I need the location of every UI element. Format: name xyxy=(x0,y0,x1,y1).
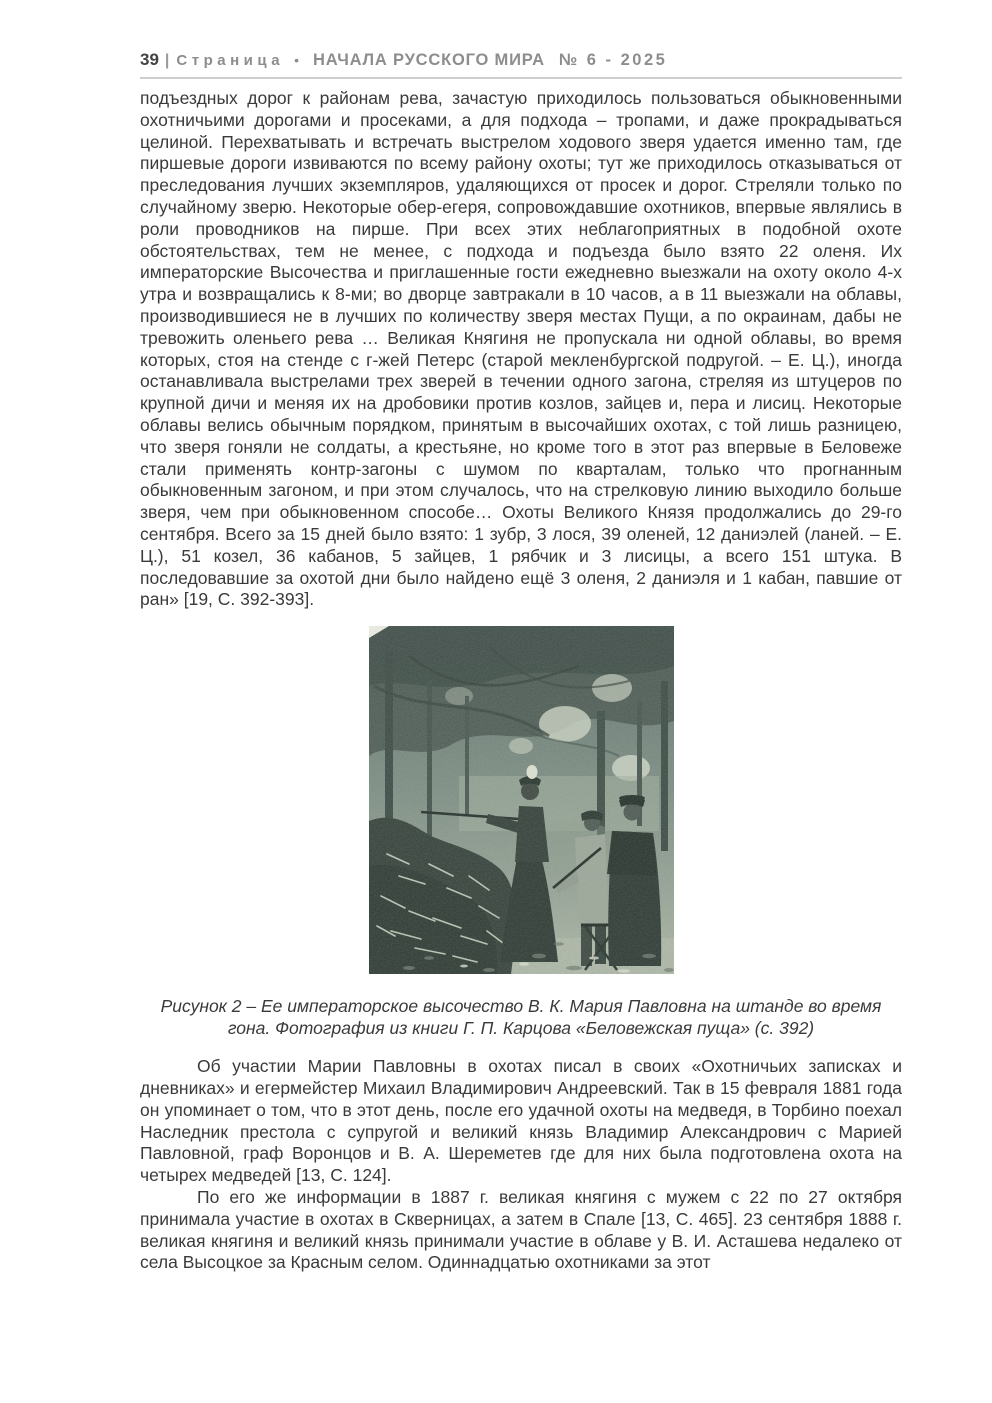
paragraph-andreevsky: Об участии Марии Павловны в охотах писал в своих «Охотничьих записках и дневниках» и егермейстер Михаил Владимирович Андреевский. Так в 15 февраля 1881 года он упоминает о том, что в этот день, после его удачной охоты на медведя, в Торбино поехал Наследник престола с супругой и великий князь Владимир Александрович с Марией Павловной, граф Воронцов и В. А. Шереметев где для них была подготовлена охота на четырех медведей [13, С. 124]. xyxy=(140,1056,902,1186)
figure-2 xyxy=(140,626,902,1039)
journal-issue: № 6 - 2025 xyxy=(558,51,668,69)
page-number: 39 xyxy=(140,50,159,69)
header-rule xyxy=(140,77,902,79)
article-body xyxy=(140,88,902,1274)
hunting-photo xyxy=(369,626,674,974)
header-bullet: • xyxy=(294,52,300,68)
journal-title: НАЧАЛА РУССКОГО МИРА xyxy=(313,51,545,69)
page-header xyxy=(140,50,902,70)
header-separator: | xyxy=(164,52,170,69)
paragraph-quote-continuation: подъездных дорог к районам рева, зачастую приходилось пользоваться обыкновенными охотничьими дорогами и просеками, а для подхода – тропами, и даже прокрадываться целиной. Перехватывать и встречать выстрелом ходового зверя удается именно там, где пиршевые дороги извиваются по всему району охоты; тут же приходилось отказываться от преследования лучших экземпляров, удаляющихся от просек и дорог. Стреляли только по случайному зверю. Некоторые обер-егеря, сопровождавшие охотников, впервые являлись в роли проводников на пирше. При всех этих неблагоприятных в подобной охоте обстоятельствах, тем не менее, с подхода и подъезда было взято 22 оленя. Их императорские Высочества и приглашенные гости ежедневно выезжали на охоту около 4-х утра и возвращались к 8-ми; во дворце завтракали в 10 часов, а в 11 выезжали на облавы, производившиеся не в лучших по количеству зверя местах Пущи, а по окраинам, дабы не тревожить оленьего рева … Великая Княгиня не пропускала ни одной облавы, во время которых, стоя на стенде с г-жей Петерс (старой мекленбургской подругой. – Е. Ц.), иногда останавливала выстрелами трех зверей в течении одного загона, стреляя из штуцеров по крупной дичи и меняя их на дробовики против козлов, зайцев и, пера и лисиц. Некоторые облавы велись обычным порядком, принятым в высочайших охотах, с той лишь разницею, что зверя гоняли не солдаты, а крестьяне, но кроме того в этот раз впервые в Беловеже стали применять контр-загоны с шумом по кварталам, только что прогнанным обыкновенным загоном, и при этом случалось, что на стрелковую линию выходило больше зверя, чем при обыкновенном способе… Охоты Великого Князя продолжались до 29-го сентября. Всего за 15 дней было взято: 1 зубр, 3 лося, 39 оленей, 12 даниэлей (ланей. – Е. Ц.), 51 козел, 36 кабанов, 5 зайцев, 1 рябчик и 3 лисицы, а всего 151 штука. В последовавшие за охотой дни было найдено ещё 3 оленя, 2 даниэля и 1 кабан, павшие от ран» [19, С. 392-393]. xyxy=(140,88,902,610)
paragraph-1887-hunts: По его же информации в 1887 г. великая княгиня с мужем с 22 по 27 октября принимала участие в охотах в Скверницах, а затем в Спале [13, С. 465]. 23 сентября 1888 г. великая княгиня и великий князь принимали участие в облаве у В. И. Асташева недалеко от села Высоцкое за Красным селом. Одиннадцатью охотниками за этот xyxy=(140,1186,902,1273)
figure-caption: Рисунок 2 – Ее императорское высочество В. К. Мария Павловна на штанде во время гона. Фотография из книги Г. П. Карцова «Беловежская пуща» (с. 392) xyxy=(160,996,882,1039)
page-word: Страница xyxy=(176,52,285,69)
